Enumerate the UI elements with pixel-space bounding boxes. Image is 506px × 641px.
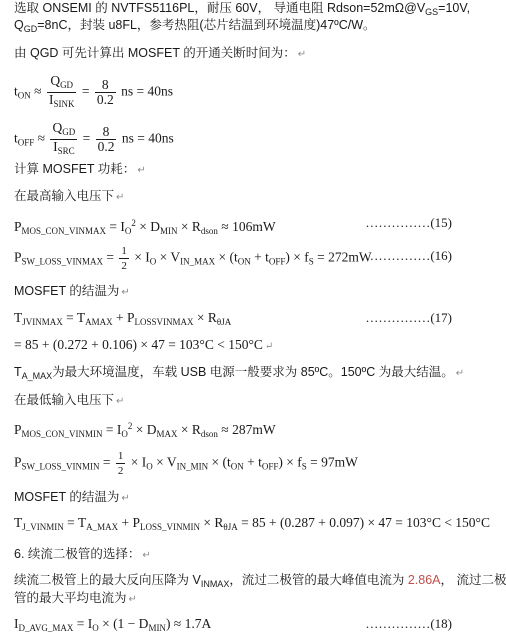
eq-min-switching: $P_{SW\_LOSS\_VINMIN}$ = $\frac{1}{2}$ × $I_O \times V_{IN\_MIN} \times (t_{ON} + t_{OFF}) \times f_S = 97mW$ — [14, 450, 358, 477]
intro-line-1: 选取 ONSEMI 的 NVTFS5116PL，耐压 60V， 导通电阻 $Rdson=52m\Omega@V_{GS}=10V$, — [14, 1, 471, 17]
ton-fraction-q: $\frac{Q_{GD}}{I_{SINK}}$ — [48, 73, 75, 109]
junction-title-2: MOSFET 的结温为 ↵ — [14, 490, 130, 504]
eq15-number: ……………(15) — [365, 215, 452, 230]
section-6-heading: 6. 续流二极管的选择： ↵ — [14, 547, 151, 561]
eq15: $P_{MOS\_CON\_VINMAX} = I_O^2 \times D_{MIN} \times R_{dson} \approx 106mW$ — [14, 218, 276, 236]
toff-fraction-num: $\frac{8}{0.2}$ — [97, 124, 115, 154]
eq17: $T_{JVINMAX} = T_{AMAX} + P_{LOSSVINMAX} \times R_{\theta JA}$ — [14, 310, 232, 327]
eq17-result: = 85 + (0.272 + 0.106) × 47 = 103°C < 150°C ↵ — [14, 337, 274, 352]
eq-junction-min: $T_{J\_VINMIN} = T_{A\_MAX} + P_{LOSS\_VINMIN} \times R_{\theta JA} = 85 + (0.287 + 0.097) \times 47 = 103^\circ C < 150^\circ C$ — [14, 515, 490, 532]
eq18-number: ……………(18) — [365, 616, 452, 631]
power-title: 计算 MOSFET 功耗： ↵ — [14, 162, 146, 176]
toff-fraction-q: $\frac{Q_{GD}}{I_{SRC}}$ — [52, 120, 76, 156]
intro-line-2: $Q_{GD}=8nC$，封装 u8FL，参考热阻(芯片结温到环境温度)47ºC/W。 — [14, 18, 376, 34]
ta-note: $T_{A\_MAX}$为最大环境温度，车载 USB 电源一般要求为 85ºC。150ºC 为最大结温。 ↵ — [14, 365, 465, 381]
ton-fraction-num: $\frac{8}{0.2}$ — [96, 77, 114, 107]
diode-text-2: 管的最大平均电流为 ↵ — [14, 591, 137, 605]
max-voltage-title: 在最高输入电压下 ↵ — [14, 189, 125, 203]
eq16-number: ……………(16) — [365, 248, 452, 263]
eq18: $I_{D\_AVG\_MAX} = I_O \times (1 - D_{MIN}) \approx 1.7A$ — [14, 616, 212, 633]
eq-min-conduction: $P_{MOS\_CON\_VINMIN} = I_O^2 \times D_{MAX} \times R_{dson} \approx 287mW$ — [14, 421, 276, 439]
min-voltage-title: 在最低输入电压下 ↵ — [14, 393, 125, 407]
qgd-text: 由 QGD 可先计算出 MOSFET 的开通关断时间为： ↵ — [14, 46, 307, 60]
junction-title-1: MOSFET 的结温为 ↵ — [14, 284, 130, 298]
eq17-number: ……………(17) — [365, 310, 452, 325]
eq16: $P_{SW\_LOSS\_VINMAX}$ = $\frac{1}{2}$ × $I_O \times V_{IN\_MAX} \times (t_{ON} + t_{OFF}) \times f_S = 272mW$ — [14, 245, 372, 272]
toff-equation: $t_{OFF}$ ≈ $\frac{Q_{GD}}{I_{SRC}}$ = $\frac{8}{0.2}$ ns = 40ns — [14, 120, 174, 156]
ton-equation: $t_{ON}$ ≈ $\frac{Q_{GD}}{I_{SINK}}$ = $\frac{8}{0.2}$ ns = 40ns — [14, 73, 173, 109]
diode-text-1: 续流二极管上的最大反向压降为 $V_{INMAX}$，流过二极管的最大峰值电流为 2.86A， 流过二极 — [14, 573, 506, 589]
